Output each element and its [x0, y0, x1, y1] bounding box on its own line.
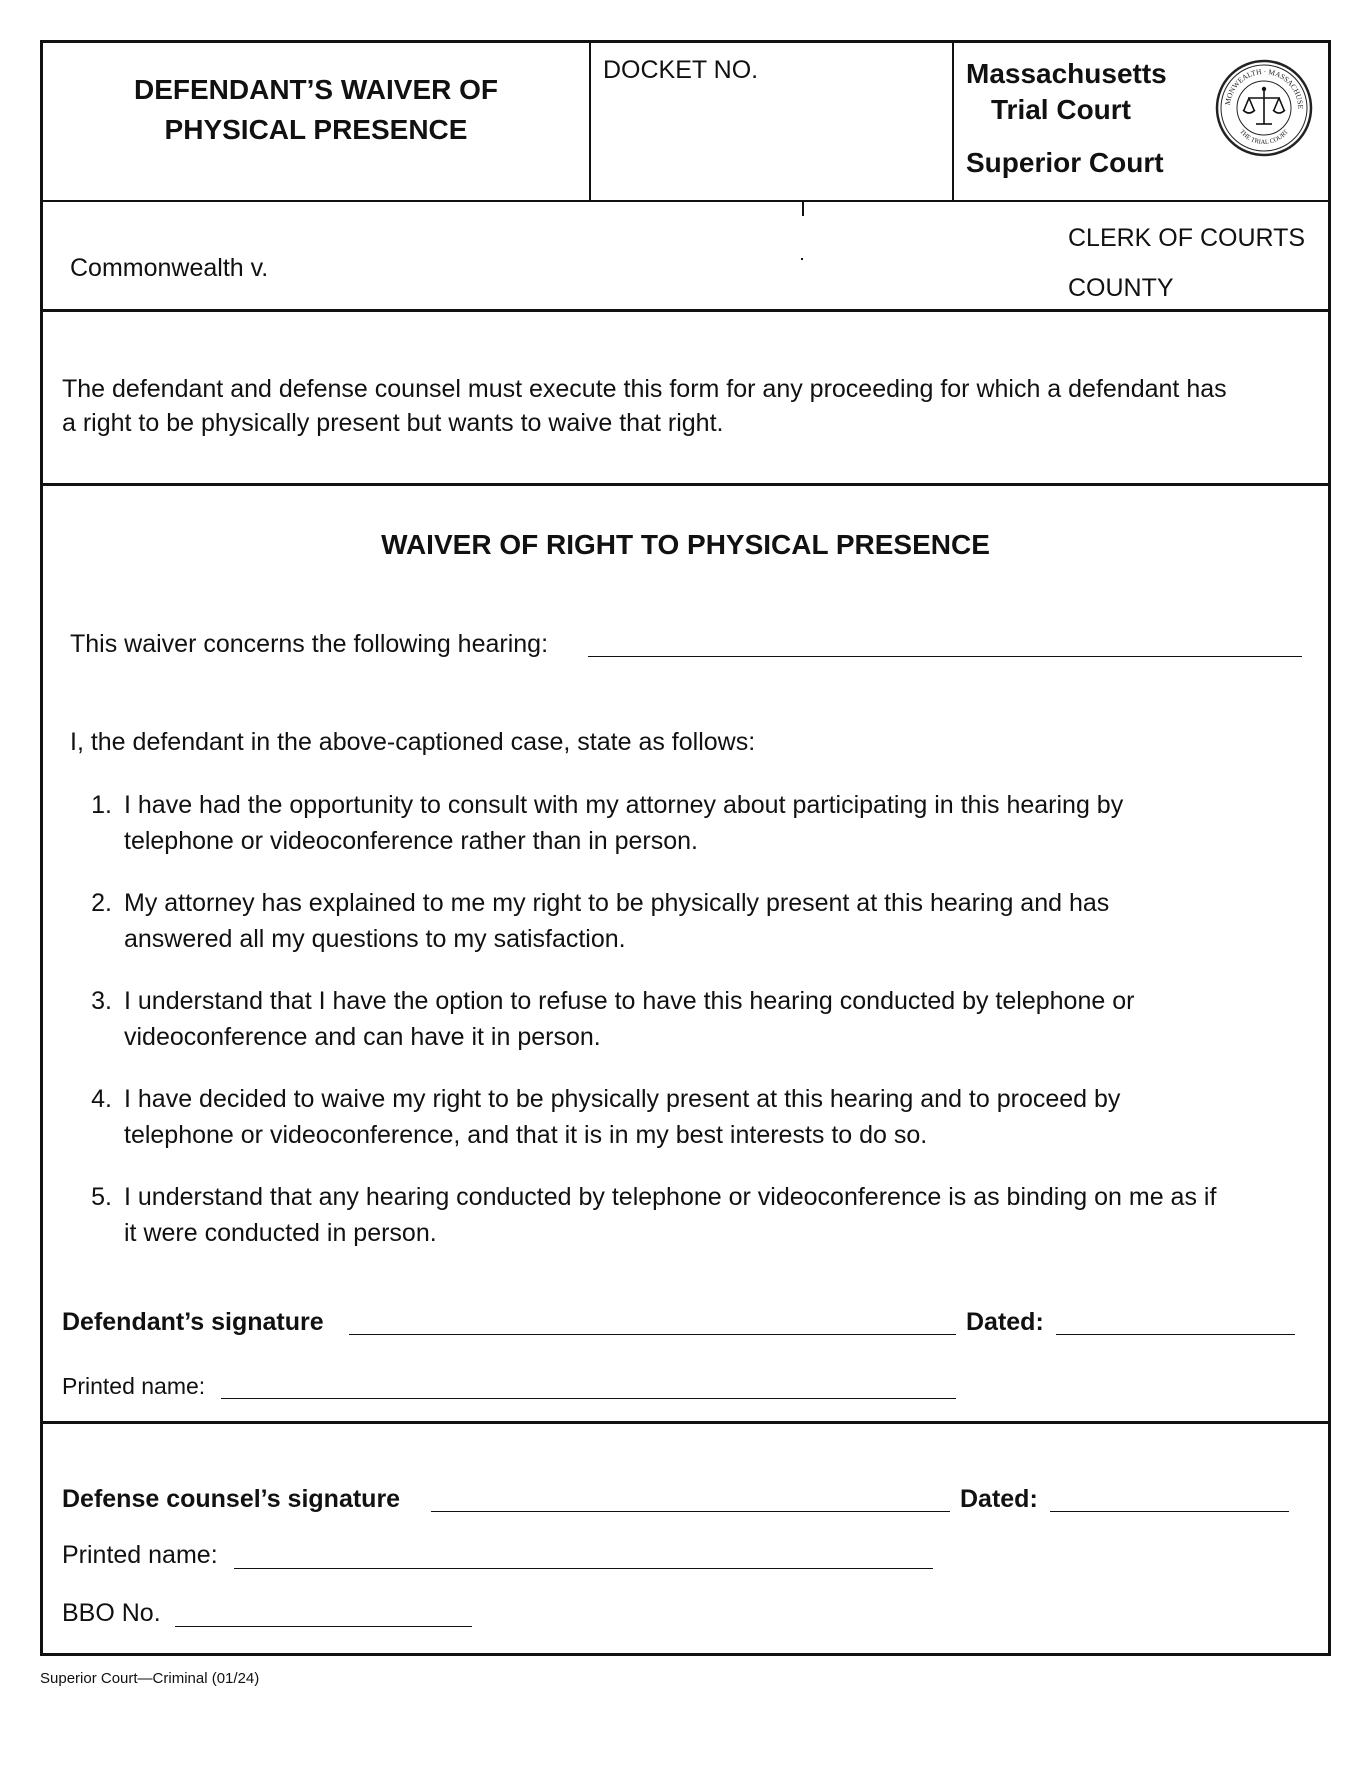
form-border-top: [40, 40, 1331, 43]
list-item-line2: telephone or videoconference, and that it is in my best interests to do so.: [124, 1121, 928, 1149]
defendant-dated-label: Dated:: [966, 1308, 1044, 1336]
caption-dot: [801, 258, 803, 260]
form-border-left: [40, 40, 43, 1656]
bbo-number-line[interactable]: [175, 1626, 472, 1627]
list-item-line1: I have had the opportunity to consult with my attorney about participating in this hearing by: [124, 791, 1124, 819]
list-item-line2: telephone or videoconference rather than in person.: [124, 827, 698, 855]
seal-text-bottom: THE TRIAL COURT: [1238, 128, 1290, 147]
svg-text:COMMONWEALTH · MASSACHUSETTS: [1214, 58, 1305, 110]
statement-intro: I, the defendant in the above-captioned case, state as follows:: [70, 728, 756, 756]
instructions-bottom-rule: [40, 483, 1331, 486]
instructions-text: [62, 372, 1227, 440]
counsel-section-rule: [40, 1421, 1331, 1424]
list-item-line1: I have decided to waive my right to be physically present at this hearing and to proceed by: [124, 1085, 1121, 1113]
form-footer-id: Superior Court—Criminal (01/24): [40, 1670, 260, 1687]
form-title: [43, 70, 589, 150]
counsel-printed-name-line[interactable]: [234, 1568, 933, 1569]
court-name-line2: Trial Court: [990, 94, 1131, 125]
docket-label: DOCKET NO.: [603, 56, 759, 84]
county-label: COUNTY: [1068, 274, 1174, 302]
defendant-signature-label: Defendant’s signature: [62, 1308, 324, 1336]
counsel-signature-line[interactable]: [431, 1511, 950, 1512]
list-item-line1: I understand that any hearing conducted by telephone or videoconference is as binding on me as if: [124, 1183, 1217, 1211]
list-item-number: 4.: [91, 1085, 112, 1113]
list-item-line2: videoconference and can have it in person.: [124, 1023, 601, 1051]
court-name: [966, 56, 1167, 128]
list-item-number: 5.: [91, 1183, 112, 1211]
instructions-line2: a right to be physically present but wants to waive that right.: [62, 409, 724, 437]
case-caption-label: Commonwealth v.: [70, 254, 269, 282]
form-title-line1: DEFENDANT’S WAIVER OF: [133, 74, 498, 105]
list-item-line2: it were conducted in person.: [124, 1219, 437, 1247]
counsel-date-line[interactable]: [1050, 1511, 1289, 1512]
list-item-number: 3.: [91, 987, 112, 1015]
header-divider-1: [589, 40, 591, 202]
instructions-line1: The defendant and defense counsel must execute this form for any proceeding for which a defendant has: [62, 375, 1227, 403]
counsel-signature-label: Defense counsel’s signature: [62, 1485, 401, 1513]
hearing-input-line[interactable]: [588, 656, 1302, 657]
list-item-number: 2.: [91, 889, 112, 917]
header-bottom-rule: [40, 200, 1331, 202]
seal-text-top: MONWEALTH · MASSACHUSE: [1223, 66, 1306, 110]
court-department: Superior Court: [966, 147, 1164, 178]
caption-bottom-rule: [40, 309, 1331, 312]
waiver-heading: WAIVER OF RIGHT TO PHYSICAL PRESENCE: [381, 529, 990, 560]
list-item-line1: I understand that I have the option to refuse to have this hearing conducted by telephone or: [124, 987, 1135, 1015]
defendant-printed-name-label: Printed name:: [62, 1373, 206, 1399]
svg-text:THE TRIAL COURT: [1238, 128, 1290, 146]
trial-court-seal-icon: [1214, 58, 1314, 158]
clerk-of-courts-label: CLERK OF COURTS: [1068, 224, 1306, 252]
list-item-number: 1.: [91, 791, 112, 819]
court-name-line1: Massachusetts: [966, 58, 1167, 89]
header-divider-2: [952, 40, 954, 202]
form-border-right: [1328, 40, 1331, 1656]
counsel-dated-label: Dated:: [960, 1485, 1038, 1513]
list-item-line2: answered all my questions to my satisfaction.: [124, 925, 626, 953]
caption-tick-mark: [802, 202, 804, 216]
defendant-signature-line[interactable]: [349, 1334, 956, 1335]
hearing-label: This waiver concerns the following hearing:: [70, 630, 549, 658]
defendant-date-line[interactable]: [1056, 1334, 1295, 1335]
defendant-printed-name-line[interactable]: [221, 1398, 956, 1399]
bbo-number-label: BBO No.: [62, 1599, 161, 1627]
form-title-line2: PHYSICAL PRESENCE: [164, 114, 468, 145]
form-border-bottom: [40, 1653, 1331, 1656]
counsel-printed-name-label: Printed name:: [62, 1541, 218, 1569]
list-item-line1: My attorney has explained to me my right to be physically present at this hearing and has: [124, 889, 1110, 917]
